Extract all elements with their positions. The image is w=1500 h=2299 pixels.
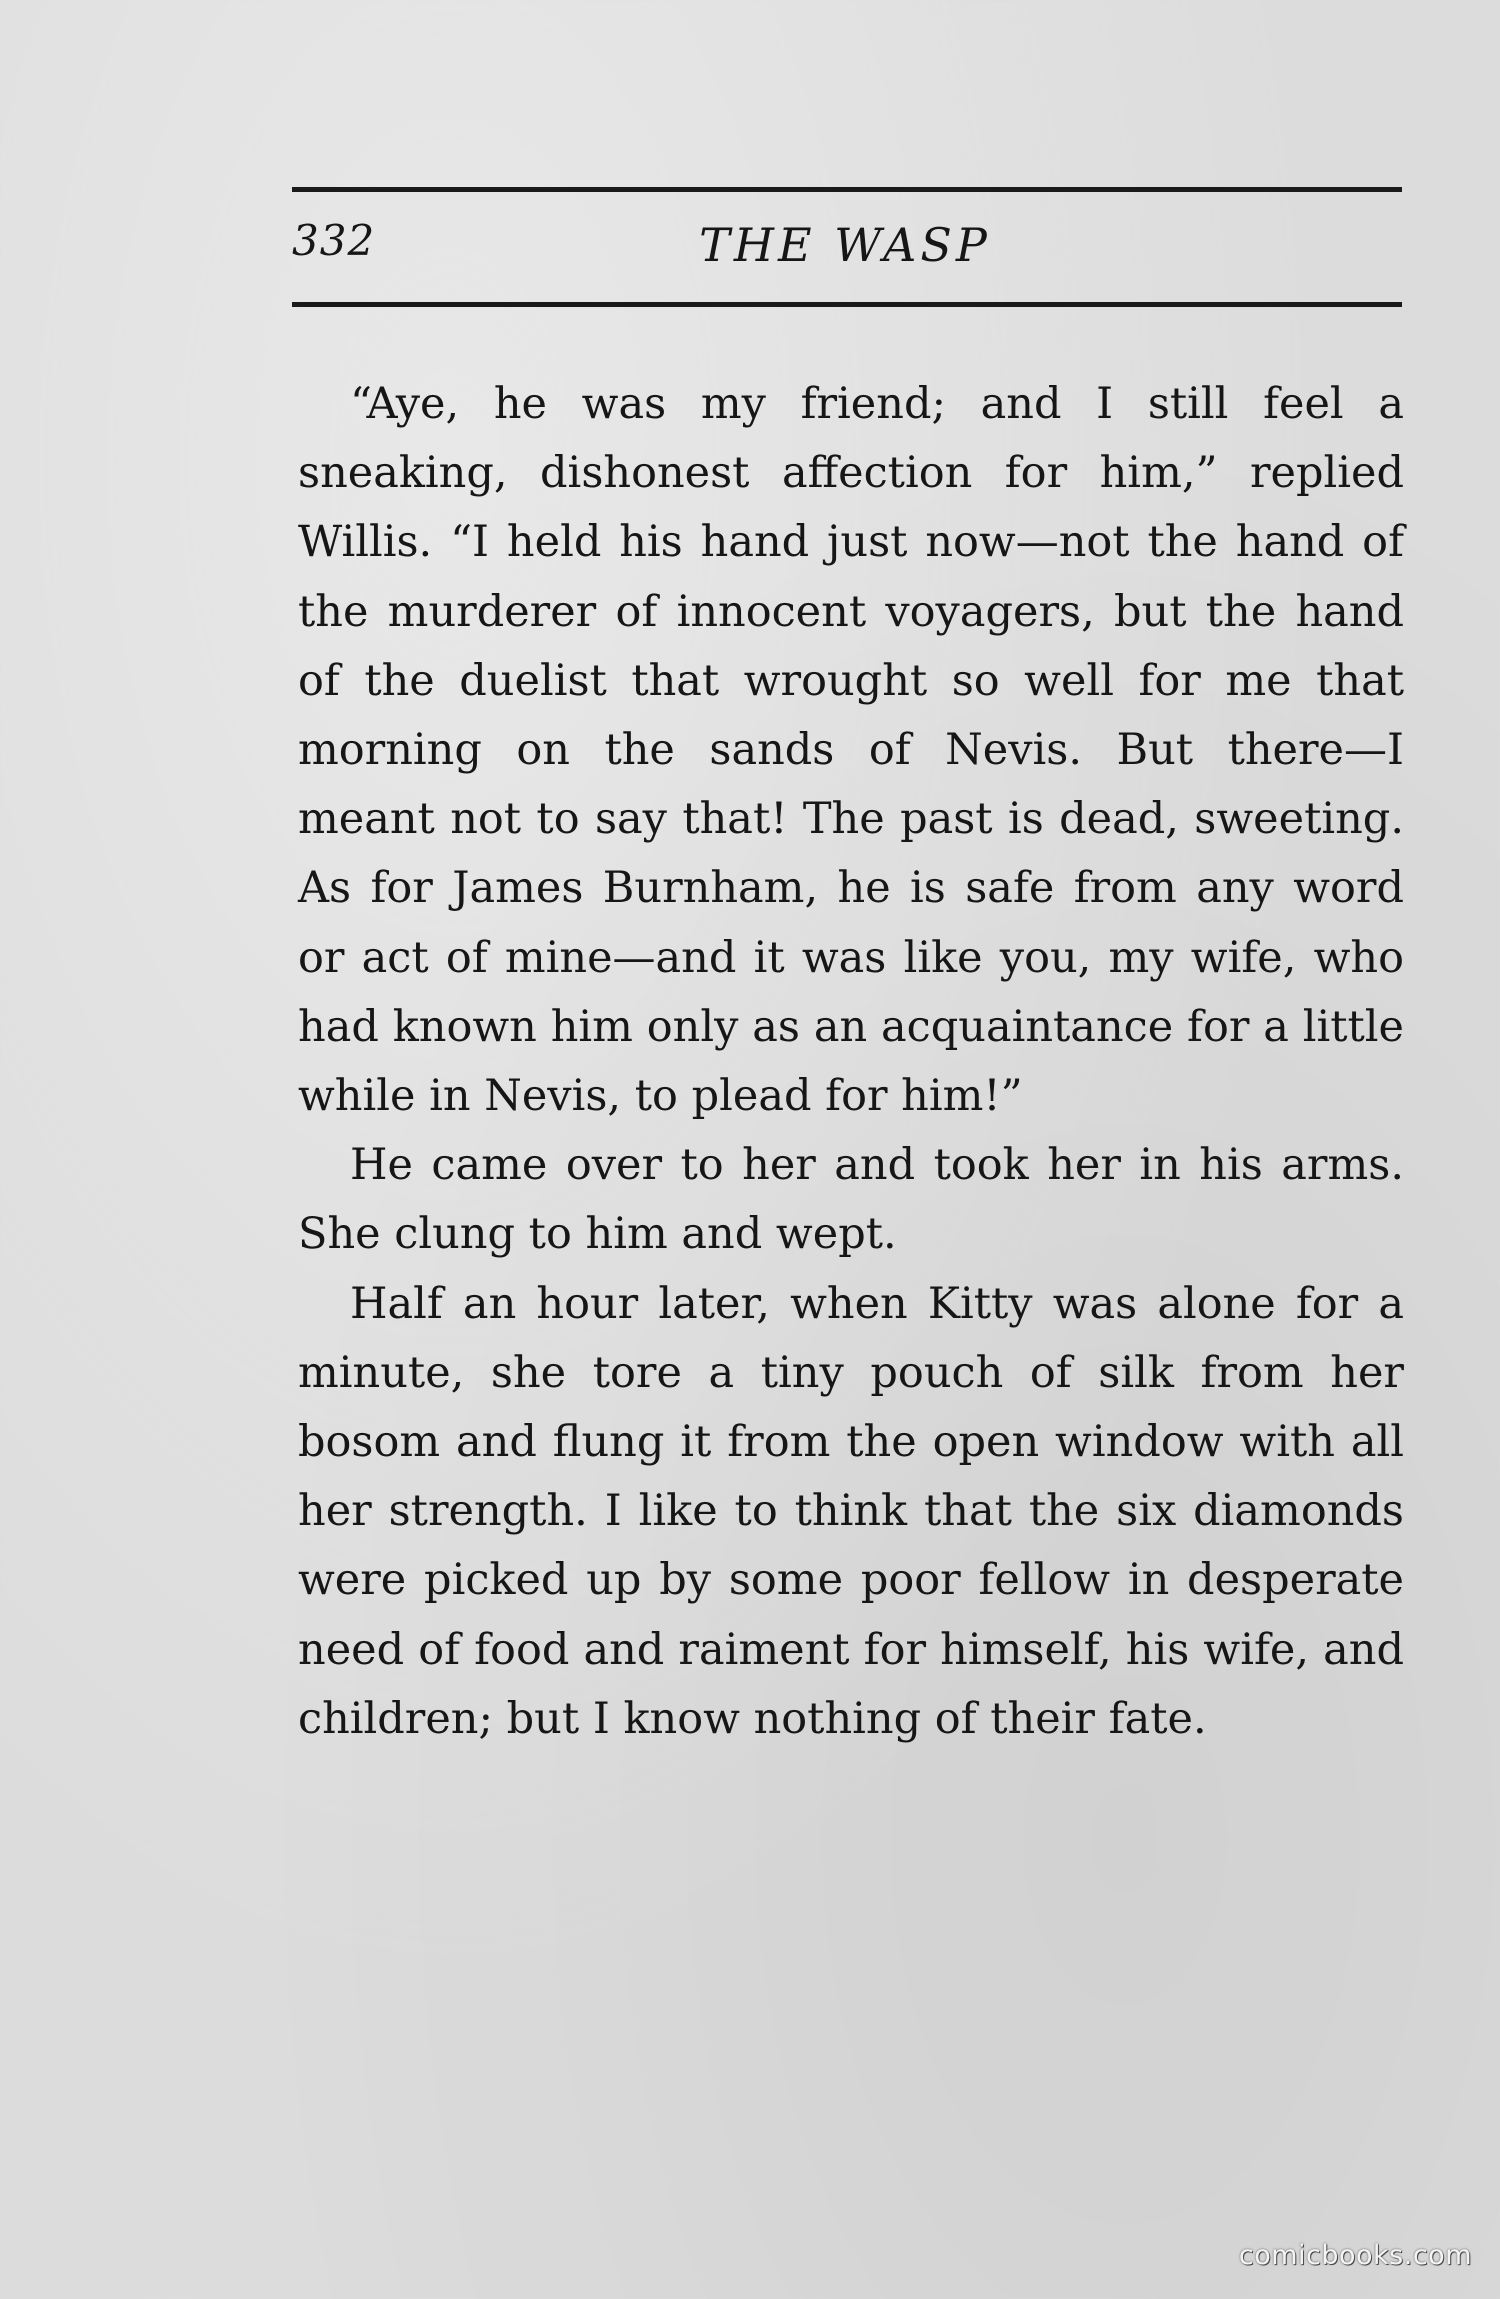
- header-rule-bottom: [292, 302, 1402, 307]
- body-text: [298, 370, 1404, 1754]
- header-rule-top: [292, 187, 1402, 192]
- watermark: comicbooks.com: [1238, 2240, 1472, 2271]
- page-number: 332: [292, 216, 376, 265]
- paragraph-2: He came over to her and took her in his arms. She clung to him and wept.: [298, 1140, 1404, 1260]
- paragraph-1: “Aye, he was my friend; and I still feel a sneaking, dishonest affection for him,” replied Willis. “I held his hand just now—not the hand of the murderer of innocent voyagers, but the hand of the duelist that wrought so well for me that morning on the sands of Nevis. But there—I meant not to say that! The past is dead, sweeting. As for James Burnham, he is safe from any word or act of mine—and it was like you, my wife, who had known him only as an acquaintance for a little while in Nevis, to plead for him!”: [298, 379, 1404, 1122]
- paragraph-3: Half an hour later, when Kitty was alone for a minute, she tore a tiny pouch of silk from her bosom and flung it from the open window with all her strength. I like to think that the six diamonds were picked up by some poor fellow in desperate need of food and raiment for himself, his wife, and children; but I know nothing of their fate.: [298, 1278, 1404, 1744]
- running-title: THE WASP: [699, 218, 991, 272]
